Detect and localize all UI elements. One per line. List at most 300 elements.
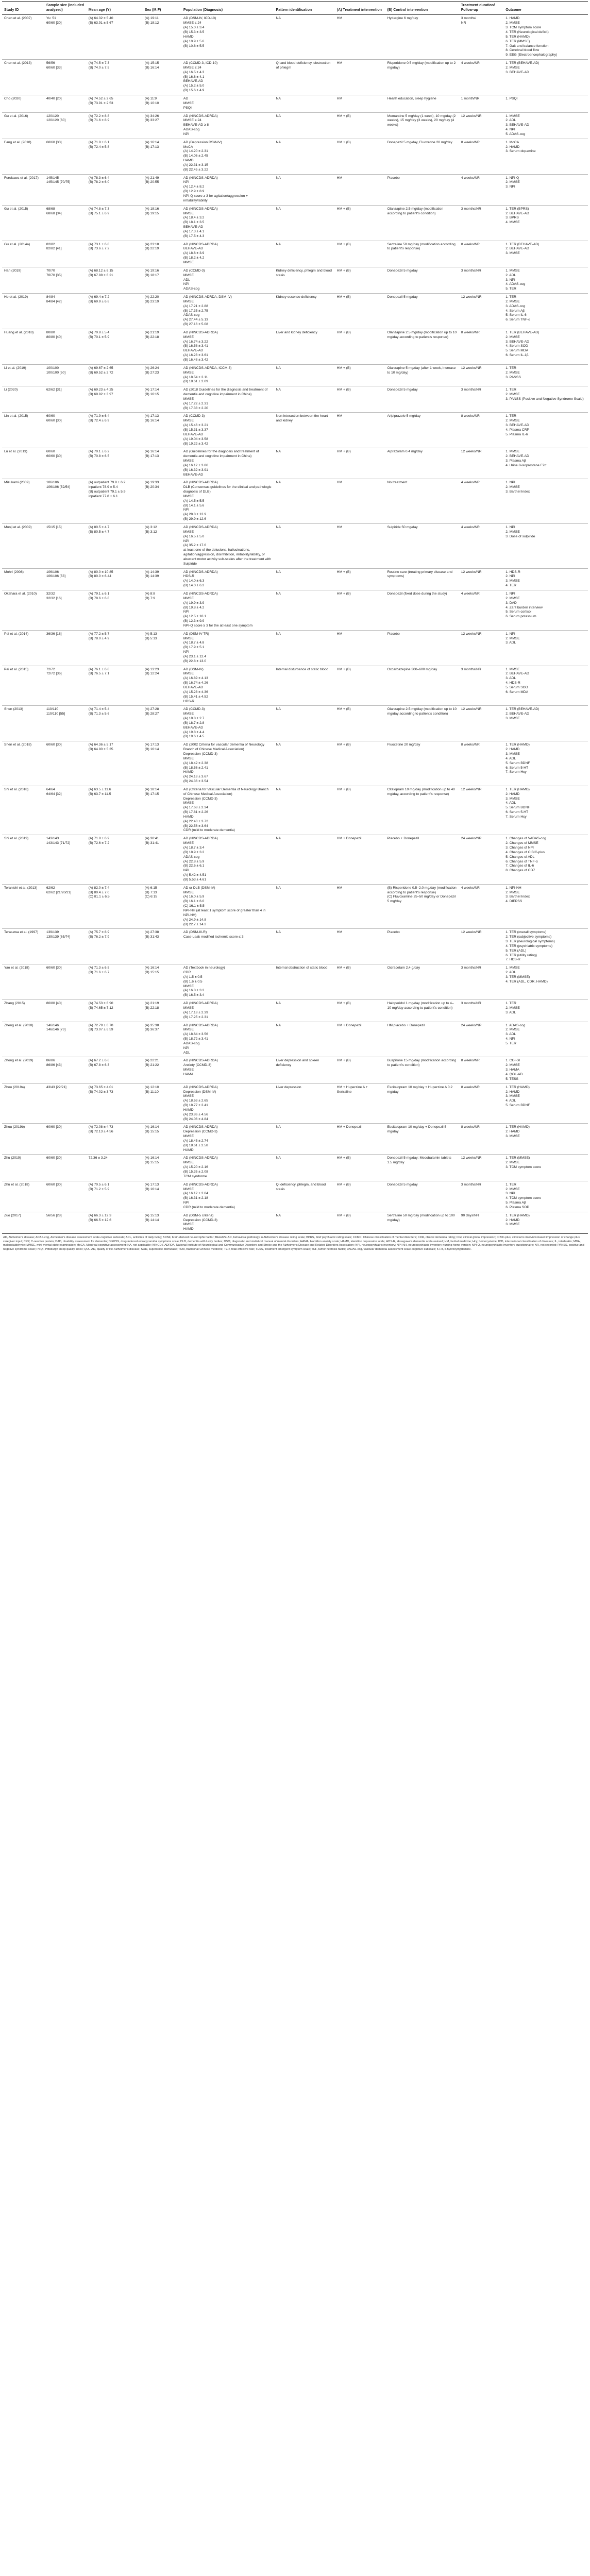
cell-sample-size: 56/56 [28]: [44, 1212, 87, 1233]
cell-pattern-identification: NA: [274, 1124, 335, 1155]
cell-outcome: 1. TER 2. MMSE 3. PANSS: [503, 364, 588, 386]
cell-treatment-duration: 3 months/NR: [459, 267, 503, 293]
table-row: [2, 568, 588, 590]
cell-population-diagnosis: AD (DSM-IV-TR) MMSE (A) 18.7 ± 4.8 (B) 17.9 ± 5.1 NPI (A) 23.1 ± 12.4 (B) 22.8 ± 13.0: [181, 630, 274, 666]
cell-pattern-identification: NA: [274, 139, 335, 174]
cell-treatment-intervention: HM: [335, 174, 385, 205]
column-header-pattern-identification: Pattern identification: [274, 2, 335, 15]
cell-treatment-duration: 4 weeks/NR: [459, 524, 503, 569]
cell-control-intervention: No treatment: [385, 479, 459, 524]
cell-sample-size: 60/60 [30]: [44, 139, 87, 174]
cell-treatment-duration: 3 months/NR: [459, 964, 503, 1000]
cell-outcome: 1. TER (HAMD) 2. HAMD 3. MMSE 4. ADL 5. Serum BDNF: [503, 1083, 588, 1124]
cell-population-diagnosis: AD (Criteria for Vascular Dementia of Neurology Branch of Chinese Medical Association) Depression (CCMD-3) MMSE (A) 17.68 ± 2.34 (B) 17.81 ± 2.26 HAMD (A) 22.43 ± 3.72 (B) 22.56 ± 3.64 CDR (mild to moderate dementia): [181, 786, 274, 835]
cell-sex-ratio: (A) 27:28 (B) 28:27: [143, 706, 181, 741]
cell-study-id: Zhou (2019a): [2, 1083, 44, 1124]
cell-study-id: Huang et al. (2018): [2, 329, 44, 364]
cell-sex-ratio: (A) 17:14 (B) 16:15: [143, 386, 181, 413]
cell-control-intervention: Haloperidol 1 mg/day (modification up to 4–10 mg/day according to patient's condition): [385, 1000, 459, 1022]
cell-treatment-duration: 8 weeks/NR: [459, 329, 503, 364]
cell-outcome: 1. TER 2. MMSE 3. BEHAVE-AD 4. Plasma CRP 5. Plasma IL-6: [503, 413, 588, 448]
cell-study-id: Shen et al. (2018): [2, 741, 44, 786]
cell-treatment-intervention: HM + (B): [335, 1057, 385, 1083]
study-characteristics-table: [2, 1, 588, 1234]
cell-sample-size: 60/60 60/60 [30]: [44, 448, 87, 479]
table-row: [2, 413, 588, 448]
cell-outcome: 1. MoCA 2. HAMD 3. Serum dopamine: [503, 139, 588, 174]
table-row: [2, 1057, 588, 1083]
cell-treatment-intervention: HM + (B): [335, 741, 385, 786]
cell-study-id: Terasawa et al. (1997): [2, 929, 44, 964]
cell-treatment-duration: 12 weeks/NR: [459, 112, 503, 139]
cell-treatment-duration: 24 weeks/NR: [459, 835, 503, 884]
cell-outcome: 1. NPI 2. MMSE 3. Barthel Index: [503, 479, 588, 524]
cell-treatment-intervention: HM + (B): [335, 1181, 385, 1212]
cell-control-intervention: Olanzapine 2.5 mg/day (modification up to 10 mg/day according to patient's response): [385, 329, 459, 364]
cell-population-diagnosis: AD (CCMD-3) MMSE (A) 15.46 ± 3.21 (B) 15.31 ± 3.37 BEHAVE-AD (A) 19.04 ± 3.58 (B) 19.22 ± 3.42: [181, 413, 274, 448]
cell-treatment-intervention: HM + (B): [335, 590, 385, 630]
cell-sample-size: 100/100 100/100 [50]: [44, 364, 87, 386]
cell-sex-ratio: (A) 8:8 (B) 7:9: [143, 590, 181, 630]
cell-sample-size: 60/60 [30]: [44, 1155, 87, 1181]
cell-treatment-duration: 12 weeks/NR: [459, 706, 503, 741]
cell-mean-age: (A) 74.8 ± 7.3 (B) 75.1 ± 6.9: [87, 205, 143, 241]
column-header-population-diagnosis: Population (Diagnosis): [181, 2, 274, 15]
cell-sample-size: 60/60 [30]: [44, 1181, 87, 1212]
cell-outcome: 1. TER (HAMD) 2. HAMD 3. MMSE: [503, 1212, 588, 1233]
cell-sample-size: Yu: 51 60/60 [30]: [44, 15, 87, 60]
cell-pattern-identification: NA: [274, 630, 335, 666]
cell-treatment-duration: 8 weeks/NR: [459, 1057, 503, 1083]
cell-pattern-identification: Liver and kidney deficiency: [274, 329, 335, 364]
table-row: [2, 15, 588, 60]
cell-sex-ratio: (A) 13:23 (B) 12:24: [143, 666, 181, 706]
cell-sex-ratio: (A) 26:24 (B) 27:23: [143, 364, 181, 386]
table-body: [2, 15, 588, 1234]
cell-mean-age: (A) 71.3 ± 6.5 (B) 71.6 ± 6.7: [87, 964, 143, 1000]
cell-outcome: 1. NPI 2. MMSE 3. DAD 4. Zarit burden interview 5. Serum cortisol 6. Serum potassium: [503, 590, 588, 630]
cell-treatment-intervention: HM + Donepezil: [335, 835, 385, 884]
cell-study-id: Zhang (2015): [2, 1000, 44, 1022]
cell-control-intervention: Placebo + Donepezil: [385, 835, 459, 884]
cell-control-intervention: Donepezil (fixed dose during the study): [385, 590, 459, 630]
cell-population-diagnosis: AD (NINCDS-ADRDA) MMSE (A) 16.12 ± 2.04 (B) 16.31 ± 2.18 NPI CDR (mild to moderate dementia): [181, 1181, 274, 1212]
table-row: [2, 524, 588, 569]
cell-pattern-identification: Internal obstruction of static blood: [274, 964, 335, 1000]
cell-control-intervention: Sertraline 50 mg/day (modification according to patient's response): [385, 241, 459, 267]
cell-treatment-duration: 8 weeks/NR: [459, 1083, 503, 1124]
cell-outcome: 1. MMSE 2. ADL 3. TER (MMSE) 4. TER (ADL, CDR, HAMD): [503, 964, 588, 1000]
table-row: [2, 174, 588, 205]
cell-sex-ratio: (A) 16:14 (B) 15:15: [143, 1124, 181, 1155]
cell-sex-ratio: (A) 17:13 (B) 16:14: [143, 741, 181, 786]
table-row: [2, 479, 588, 524]
cell-treatment-intervention: HM: [335, 884, 385, 929]
cell-study-id: Chen et al. (2013): [2, 60, 44, 95]
cell-study-id: Pei et al. (2015): [2, 666, 44, 706]
cell-sex-ratio: (A) 16:14 (B) 15:15: [143, 1155, 181, 1181]
cell-study-id: Zuo (2017): [2, 1212, 44, 1233]
cell-pattern-identification: NA: [274, 205, 335, 241]
cell-treatment-duration: 12 weeks/NR: [459, 448, 503, 479]
table-row: [2, 364, 588, 386]
cell-outcome: 1. TER (BEHAVE-AD) 2. MMSE 3. BEHAVE-AD: [503, 60, 588, 95]
cell-control-intervention: Donepezil 5 mg/day: [385, 1181, 459, 1212]
table-row: [2, 741, 588, 786]
cell-population-diagnosis: AD (DSM-5 criteria) Depression (CCMD-3) MMSE HAMD: [181, 1212, 274, 1233]
cell-control-intervention: Fluoxetine 20 mg/day: [385, 741, 459, 786]
cell-mean-age: (A) 68.12 ± 6.15 (B) 67.88 ± 6.21: [87, 267, 143, 293]
cell-pattern-identification: NA: [274, 479, 335, 524]
cell-treatment-intervention: HM: [335, 630, 385, 666]
cell-control-intervention: Placebo: [385, 929, 459, 964]
cell-sample-size: 146/146 146/146 [73]: [44, 1022, 87, 1057]
cell-treatment-duration: 90 days/NR: [459, 1212, 503, 1233]
cell-outcome: 1. NPI 2. MMSE 3. ADL: [503, 630, 588, 666]
cell-outcome: 1. HAMD 2. MMSE 3. TCM symptom score 4. TER (Neurological deficit) 5. TER (HAMD) 6. TER (MMSE) 7. Gait and balance function 8. Cerebral blood flow 9. EEG (Electroencephalography): [503, 15, 588, 60]
cell-population-diagnosis: AD (NINCDS-ADRDA) MMSE ≤ 24 BEHAVE-AD ≥ 8 ADAS-cog NPI: [181, 112, 274, 139]
cell-mean-age: (A) 72.08 ± 4.73 (B) 72.13 ± 4.56: [87, 1124, 143, 1155]
cell-control-intervention: Aripiprazole 5 mg/day: [385, 413, 459, 448]
cell-study-id: Yao et al. (2018): [2, 964, 44, 1000]
cell-sample-size: 120/120 120/120 [60]: [44, 112, 87, 139]
cell-treatment-duration: 3 months/NR: [459, 666, 503, 706]
cell-mean-age: (A) 69.67 ± 2.65 (B) 69.52 ± 2.72: [87, 364, 143, 386]
cell-sex-ratio: (A) 15:15 (B) 16:14: [143, 60, 181, 95]
cell-population-diagnosis: AD (NINCDS-ADRDA) NPI (A) 12.4 ± 8.2 (B) 12.9 ± 8.9 NPI-Q score ≥ 3 for agitation/aggression + irritability/lability: [181, 174, 274, 205]
cell-population-diagnosis: AD (NINCDS-ADRDA) MMSE (A) 19.9 ± 3.9 (B) 19.8 ± 4.2 NPI (A) 12.5 ± 10.1 (B) 12.3 ± 9.9 NPI-Q score ≥ 3 for the at least one symptom: [181, 590, 274, 630]
table-row: [2, 706, 588, 741]
cell-treatment-duration: 3 months/NR: [459, 1181, 503, 1212]
cell-sample-size: 82/82 82/82 [41]: [44, 241, 87, 267]
cell-study-id: Okahara et al. (2010): [2, 590, 44, 630]
table-row: [2, 929, 588, 964]
cell-pattern-identification: Kidney essence deficiency: [274, 294, 335, 329]
column-header-sample-size: Sample size (included analyzed): [44, 2, 87, 15]
cell-control-intervention: Donepezil 5 mg/day; Mecobalamin tablets 1.5 mg/day: [385, 1155, 459, 1181]
cell-pattern-identification: NA: [274, 1022, 335, 1057]
cell-treatment-intervention: HM + (B): [335, 205, 385, 241]
cell-study-id: Mohri (2008): [2, 568, 44, 590]
cell-population-diagnosis: AD (NINCDS-ADRDA) Depression (CCMD-3) MMSE (A) 18.45 ± 2.74 (B) 18.61 ± 2.58 HAMD: [181, 1124, 274, 1155]
cell-control-intervention: Donepezil 5 mg/day: [385, 386, 459, 413]
cell-pattern-identification: NA: [274, 1000, 335, 1022]
cell-population-diagnosis: AD (NINCDS-ADRDA) Anxiety (CCMD-3) MMSE HAMA: [181, 1057, 274, 1083]
cell-treatment-intervention: HM: [335, 15, 385, 60]
cell-treatment-duration: 12 weeks/NR: [459, 364, 503, 386]
cell-outcome: 1. MMSE 2. BEHAVE-AD 3. Plasma Aβ 4. Urine 8-isoprostane F2α: [503, 448, 588, 479]
cell-treatment-intervention: HM + (B): [335, 241, 385, 267]
cell-treatment-duration: 4 weeks/NR: [459, 884, 503, 929]
cell-pattern-identification: Non-interaction between the heart and kidney: [274, 413, 335, 448]
cell-sex-ratio: (A) 16:14 (B) 15:15: [143, 964, 181, 1000]
cell-study-id: Pei et al. (2014): [2, 630, 44, 666]
cell-pattern-identification: NA: [274, 706, 335, 741]
cell-outcome: 1. TER 2. MMSE 3. ADL: [503, 1000, 588, 1022]
cell-sample-size: 64/64 64/64 [32]: [44, 786, 87, 835]
cell-control-intervention: Escitalopram 10 mg/day + Donepezil 5 mg/day: [385, 1124, 459, 1155]
cell-outcome: 1. TER (BEHAVE-AD) 2. MMSE 3. BEHAVE-AD 4. Serum SOD 5. Serum MDA 6. Serum IL-1β: [503, 329, 588, 364]
column-header-sex-ratio: Sex (M:F): [143, 2, 181, 15]
cell-treatment-intervention: HM + (B): [335, 964, 385, 1000]
cell-sample-size: 106/106 106/106 [53]: [44, 568, 87, 590]
cell-sample-size: 43/43 [22/21]: [44, 1083, 87, 1124]
cell-sample-size: 106/106 106/106 [52/54]: [44, 479, 87, 524]
cell-mean-age: (A) 74.53 ± 6.90 (B) 74.65 ± 7.12: [87, 1000, 143, 1022]
cell-treatment-intervention: HM: [335, 95, 385, 112]
cell-control-intervention: Risperidone 0.5 mg/day (modification up to 2 mg/day): [385, 60, 459, 95]
cell-sex-ratio: (A) 19:33 (B) 20:34: [143, 479, 181, 524]
cell-control-intervention: Oxcarbazepine 300–600 mg/day: [385, 666, 459, 706]
cell-mean-age: (A) 79.1 ± 6.1 (B) 78.6 ± 6.8: [87, 590, 143, 630]
cell-mean-age: (A) 80.5 ± 4.7 (B) 80.5 ± 4.7: [87, 524, 143, 569]
cell-pattern-identification: Kidney deficiency, phlegm and blood stasis: [274, 267, 335, 293]
cell-treatment-intervention: HM + (B): [335, 1212, 385, 1233]
cell-sample-size: 139/139 139/139 [65/74]: [44, 929, 87, 964]
table-row: [2, 1000, 588, 1022]
table-row: [2, 630, 588, 666]
cell-treatment-intervention: HM + (B): [335, 267, 385, 293]
cell-mean-age: (A) 71.9 ± 6.4 (B) 72.4 ± 6.9: [87, 413, 143, 448]
table-row: [2, 1083, 588, 1124]
cell-treatment-intervention: HM: [335, 929, 385, 964]
cell-sample-size: 84/84 84/84 [42]: [44, 294, 87, 329]
cell-outcome: 1. NPI-NH 2. MMSE 3. Barthel Index 4. DIEPSS: [503, 884, 588, 929]
cell-pattern-identification: Liver depression: [274, 1083, 335, 1124]
cell-treatment-intervention: HM: [335, 479, 385, 524]
cell-mean-age: (A) 80.0 ± 10.85 (B) 80.0 ± 6.44: [87, 568, 143, 590]
cell-sex-ratio: (A) 14:39 (B) 14:39: [143, 568, 181, 590]
cell-population-diagnosis: AD (CCMD-3) MMSE ADL NPI ADAS-cog: [181, 267, 274, 293]
table-row: [2, 1124, 588, 1155]
cell-sample-size: 72/72 72/72 [36]: [44, 666, 87, 706]
cell-treatment-duration: 1 month/NR: [459, 95, 503, 112]
cell-treatment-duration: 8 weeks/NR: [459, 413, 503, 448]
cell-control-intervention: Placebo: [385, 174, 459, 205]
cell-population-diagnosis: AD (2018 Guidelines for the diagnosis and treatment of dementia and cognitive impairment in China) MMSE (A) 17.22 ± 2.31 (B) 17.38 ± 2.20: [181, 386, 274, 413]
cell-mean-age: (A) 69.23 ± 4.25 (B) 69.82 ± 3.97: [87, 386, 143, 413]
cell-mean-age: (A) 77.2 ± 5.7 (B) 78.0 ± 4.9: [87, 630, 143, 666]
cell-control-intervention: Oxiracetam 2.4 g/day: [385, 964, 459, 1000]
cell-treatment-intervention: HM + (B): [335, 329, 385, 364]
cell-study-id: Lu et al. (2013): [2, 448, 44, 479]
cell-mean-age: (A) 67.2 ± 6.6 (B) 67.8 ± 6.3: [87, 1057, 143, 1083]
cell-sex-ratio: (A) 27:38 (B) 31:43: [143, 929, 181, 964]
cell-treatment-duration: 4 weeks/NR: [459, 174, 503, 205]
cell-sample-size: 60/60 [30]: [44, 1124, 87, 1155]
cell-outcome: 1. PSQI: [503, 95, 588, 112]
cell-population-diagnosis: AD (NINCDS-ADRDA, DSM-IV) MMSE (A) 17.21 ± 2.88 (B) 17.35 ± 2.75 ADAS-cog (A) 27.44 ± 5.13 (B) 27.16 ± 5.08: [181, 294, 274, 329]
cell-population-diagnosis: AD (NINCDS-ADRDA) MMSE (A) 17.18 ± 2.39 (B) 17.25 ± 2.31: [181, 1000, 274, 1022]
cell-study-id: Gu et al. (2016): [2, 112, 44, 139]
cell-sample-size: 110/110 110/110 [55]: [44, 706, 87, 741]
cell-treatment-intervention: HM + (B): [335, 386, 385, 413]
cell-treatment-duration: 4 weeks/NR: [459, 590, 503, 630]
cell-study-id: Furukawa et al. (2017): [2, 174, 44, 205]
cell-sex-ratio: (A) 3:12 (B) 3:12: [143, 524, 181, 569]
cell-population-diagnosis: AD (Guidelines for the diagnosis and treatment of dementia and cognitive impairment in China) MMSE (A) 16.12 ± 3.86 (B) 16.32 ± 3.91 BEHAVE-AD: [181, 448, 274, 479]
cell-mean-age: (A) 76.1 ± 6.8 (B) 76.5 ± 7.1: [87, 666, 143, 706]
cell-study-id: Zhu (2019): [2, 1155, 44, 1181]
cell-sample-size: 15/15 [15]: [44, 524, 87, 569]
cell-sex-ratio: (A) 30:41 (B) 31:41: [143, 835, 181, 884]
cell-outcome: 1. Changes of VADAS-cog 2. Changes of MMSE 3. Changes of NPI 4. Changes of CIBIC-plus 5. Changes of ADL 6. Changes of TNF-α 7. Changes of IL-6 8. Changes of CD7: [503, 835, 588, 884]
cell-outcome: 1. TER 2. MMSE 3. PANSS (Positive and Negative Syndrome Scale): [503, 386, 588, 413]
cell-sample-size: 60/60 [30]: [44, 741, 87, 786]
cell-treatment-intervention: HM: [335, 60, 385, 95]
cell-treatment-duration: 12 weeks/NR: [459, 630, 503, 666]
cell-pattern-identification: Qi deficiency, phlegm, and blood stasis: [274, 1181, 335, 1212]
cell-pattern-identification: NA: [274, 568, 335, 590]
cell-sex-ratio: (A) 23:18 (B) 22:19: [143, 241, 181, 267]
cell-pattern-identification: Liver depression and spleen deficiency: [274, 1057, 335, 1083]
cell-sample-size: 36/36 [18]: [44, 630, 87, 666]
table-row: [2, 267, 588, 293]
cell-pattern-identification: NA: [274, 448, 335, 479]
cell-sample-size: 143/143 143/143 [71/72]: [44, 835, 87, 884]
cell-control-intervention: Donepezil 5 mg/day: [385, 294, 459, 329]
cell-control-intervention: Memantine 5 mg/day (1 week), 10 mg/day (2 weeks), 15 mg/day (3 weeks), 20 mg/day (4 weeks): [385, 112, 459, 139]
cell-sex-ratio: (A) 5:13 (B) 5:13: [143, 630, 181, 666]
cell-outcome: 1. NPI 2. MMSE 3. Dose of sulpiride: [503, 524, 588, 569]
cell-outcome: 1. TER 2. MMSE 3. NPI 4. TCM symptom score 5. Plasma Aβ 6. Plasma SOD: [503, 1181, 588, 1212]
cell-control-intervention: Health education, sleep hygiene: [385, 95, 459, 112]
cell-mean-age: (A) 70.8 ± 5.4 (B) 70.1 ± 5.9: [87, 329, 143, 364]
table-row: [2, 1181, 588, 1212]
cell-mean-age: (A) 71.8 ± 6.1 (B) 72.4 ± 5.8: [87, 139, 143, 174]
cell-treatment-duration: 3 months/NR: [459, 205, 503, 241]
cell-population-diagnosis: AD or DLB (DSM-IV) MMSE (A) 16.0 ± 5.9 (B) 16.1 ± 6.0 (C) 16.1 ± 5.5 NPI-NH (at least 1 symptom score of greater than 4 in NPI-NH) (A) 24.9 ± 14.8 (B) 22.7 ± 14.2: [181, 884, 274, 929]
column-header-treatment-intervention: (A) Treatment intervention: [335, 2, 385, 15]
cell-population-diagnosis: AD (CCMD-3, ICD-10) MMSE ≤ 24 (A) 16.5 ± 4.3 (B) 16.8 ± 4.1 BEHAVE-AD (A) 15.2 ± 5.0 (B) 15.6 ± 4.9: [181, 60, 274, 95]
cell-control-intervention: Escitalopram 10 mg/day + Huperzine A 0.2 mg/day: [385, 1083, 459, 1124]
cell-treatment-duration: 8 weeks/NR: [459, 241, 503, 267]
cell-mean-age: (A) 72.2 ± 8.8 (B) 71.6 ± 8.9: [87, 112, 143, 139]
cell-study-id: Zhou (2019b): [2, 1124, 44, 1155]
cell-mean-age: (A) outpatient 79.9 ± 6.2 inpatient 78.9 ± 5.4 (B) outpatient 79.1 ± 5.9 inpatient 77.8 ± 6.1: [87, 479, 143, 524]
cell-mean-age: (A) 63.5 ± 11.6 (B) 63.7 ± 11.5: [87, 786, 143, 835]
cell-outcome: 1. MMSE 2. ADL 3. NPI 4. ADAS-cog 5. TER: [503, 267, 588, 293]
cell-sample-size: 86/86 86/86 [43]: [44, 1057, 87, 1083]
cell-study-id: Fang et al. (2018): [2, 139, 44, 174]
cell-study-id: Zheng et al. (2018): [2, 1022, 44, 1057]
cell-treatment-duration: 8 weeks/NR: [459, 139, 503, 174]
cell-outcome: 1. TER 2. MMSE 3. ADAS-cog 4. Serum Aβ 5. Serum IL-6 6. Serum TNF-α: [503, 294, 588, 329]
cell-outcome: 1. TER (BPRS) 2. BEHAVE-AD 3. BPRS 4. MMSE: [503, 205, 588, 241]
cell-treatment-intervention: HM + (B): [335, 112, 385, 139]
cell-mean-age: (A) 71.4 ± 5.4 (B) 71.3 ± 5.6: [87, 706, 143, 741]
cell-sample-size: 80/80 80/80 [40]: [44, 329, 87, 364]
cell-mean-age: (A) 73.65 ± 4.01 (B) 74.02 ± 3.73: [87, 1083, 143, 1124]
cell-treatment-duration: 3 months/NR: [459, 386, 503, 413]
column-header-study-id: Study ID: [2, 2, 44, 15]
cell-sex-ratio: (A) 16:14 (B) 17:13: [143, 448, 181, 479]
cell-sex-ratio: (A) 21:19 (B) 22:18: [143, 1000, 181, 1022]
cell-sample-size: 70/70 70/70 [35]: [44, 267, 87, 293]
cell-sex-ratio: (A) 19:16 (B) 18:17: [143, 267, 181, 293]
cell-pattern-identification: Qi and blood deficiency, obstruction of phlegm: [274, 60, 335, 95]
cell-treatment-duration: 12 weeks/NR: [459, 294, 503, 329]
cell-pattern-identification: NA: [274, 1155, 335, 1181]
cell-sample-size: 68/68 68/68 [34]: [44, 205, 87, 241]
cell-sex-ratio: (A) 21:19 (B) 22:18: [143, 329, 181, 364]
cell-mean-age: (A) 64.32 ± 5.40 (B) 63.91 ± 5.67: [87, 15, 143, 60]
cell-mean-age: (A) 72.79 ± 6.70 (B) 73.07 ± 6.59: [87, 1022, 143, 1057]
cell-sample-size: 145/145 145/145 [70/75]: [44, 174, 87, 205]
cell-mean-age: (A) 74.5 ± 7.3 (B) 74.0 ± 7.5: [87, 60, 143, 95]
cell-population-diagnosis: AD (DSM-III-R) Case-Leak modified ischemic score ≤ 3: [181, 929, 274, 964]
cell-sex-ratio: (A) 22:21 (B) 21:22: [143, 1057, 181, 1083]
cell-treatment-duration: 4 weeks/NR: [459, 60, 503, 95]
cell-study-id: Han (2019): [2, 267, 44, 293]
cell-mean-age: (A) 66.3 ± 12.3 (B) 66.5 ± 12.6: [87, 1212, 143, 1233]
table-row: [2, 95, 588, 112]
cell-population-diagnosis: AD (NINCDS-ADRDA) MMSE (A) 18.64 ± 3.56 (B) 18.72 ± 3.41 ADAS-cog NPI ADL: [181, 1022, 274, 1057]
cell-sample-size: 60/60 60/60 [30]: [44, 413, 87, 448]
cell-pattern-identification: NA: [274, 174, 335, 205]
cell-treatment-intervention: HM + (B): [335, 294, 385, 329]
cell-outcome: 1. HDS-R 2. NPI 3. MMSE 4. TER: [503, 568, 588, 590]
cell-pattern-identification: NA: [274, 241, 335, 267]
cell-study-id: Li (2020): [2, 386, 44, 413]
table-row: [2, 964, 588, 1000]
cell-population-diagnosis: AD MMSE PSQI: [181, 95, 274, 112]
cell-treatment-intervention: HM + Donepezil: [335, 1124, 385, 1155]
cell-study-id: Zhong et al. (2019): [2, 1057, 44, 1083]
cell-treatment-duration: 12 weeks/NR: [459, 786, 503, 835]
cell-sex-ratio: (A) 18:14 (B) 17:15: [143, 786, 181, 835]
cell-treatment-intervention: HM + Donepezil: [335, 1022, 385, 1057]
cell-outcome: 1. TER (BEHAVE-AD) 2. BEHAVE-AD 3. MMSE: [503, 706, 588, 741]
cell-study-id: Cho (2020): [2, 95, 44, 112]
cell-population-diagnosis: AD (NINCDS-ADRDA) MMSE (A) 18.7 ± 3.4 (B) 18.9 ± 3.2 ADAS-cog (A) 22.8 ± 5.9 (B) 22.6 ± 6.1 NPI (A) 5.42 ± 4.51 (B) 5.53 ± 4.61: [181, 835, 274, 884]
cell-pattern-identification: NA: [274, 1212, 335, 1233]
table-row: [2, 835, 588, 884]
cell-pattern-identification: NA: [274, 386, 335, 413]
cell-sex-ratio: (A) 16:14 (B) 17:13: [143, 139, 181, 174]
cell-treatment-intervention: HM + (B): [335, 706, 385, 741]
cell-outcome: 1. TER (BEHAVE-AD) 2. BEHAVE-AD 3. MMSE: [503, 241, 588, 267]
cell-study-id: Zhu et al. (2018): [2, 1181, 44, 1212]
table-row: [2, 294, 588, 329]
cell-study-id: Shi et al. (2019): [2, 835, 44, 884]
table-row: [2, 786, 588, 835]
cell-population-diagnosis: AD (NINCDS-ADRDA) MMSE (A) 18.4 ± 3.2 (B) 18.1 ± 3.5 BEHAVE-AD (A) 17.3 ± 4.1 (B) 17.5 ± 4.3: [181, 205, 274, 241]
cell-sample-size: 56/56 60/60 [33]: [44, 60, 87, 95]
cell-outcome: 1. NPI-Q 2. MMSE 3. NPI: [503, 174, 588, 205]
cell-pattern-identification: NA: [274, 524, 335, 569]
cell-sex-ratio: (A) 22:20 (B) 23:19: [143, 294, 181, 329]
cell-pattern-identification: NA: [274, 835, 335, 884]
cell-treatment-duration: 3 months/NR: [459, 1000, 503, 1022]
cell-control-intervention: Donepezil 5 mg/day, Fluoxetine 20 mg/day: [385, 139, 459, 174]
cell-control-intervention: Sulpiride 50 mg/day: [385, 524, 459, 569]
column-header-outcome: Outcome: [503, 2, 588, 15]
cell-pattern-identification: NA: [274, 786, 335, 835]
cell-population-diagnosis: AD (NINCDS-ADRDA, ICCM-3) MMSE (A) 18.54 ± 2.11 (B) 18.61 ± 2.09: [181, 364, 274, 386]
cell-sample-size: 32/32 32/32 [16]: [44, 590, 87, 630]
cell-treatment-duration: 4 weeks/NR: [459, 479, 503, 524]
cell-mean-age: (A) 64.36 ± 5.17 (B) 64.80 ± 5.35: [87, 741, 143, 786]
cell-mean-age: (A) 82.0 ± 7.4 (B) 80.4 ± 7.0 (C) 81.1 ± 6.5: [87, 884, 143, 929]
cell-treatment-intervention: HM + Huperzine A + Sertraline: [335, 1083, 385, 1124]
cell-population-diagnosis: AD (NINCDS-ADRDA) BEHAVE-AD (A) 18.6 ± 3.9 (B) 18.2 ± 4.2 MMSE: [181, 241, 274, 267]
cell-treatment-duration: 3 months/ NR: [459, 15, 503, 60]
cell-sample-size: 80/80 [40]: [44, 1000, 87, 1022]
cell-control-intervention: Donepezil 5 mg/day: [385, 267, 459, 293]
cell-pattern-identification: NA: [274, 15, 335, 60]
cell-population-diagnosis: AD (NINCDS-ADRDA) DLB (Consensus guidelines for the clinical and pathologic diagnosis of DLB) MMSE (A) 14.5 ± 5.5 (B) 14.1 ± 5.6 NPI (A) 28.8 ± 12.9 (B) 29.9 ± 12.6: [181, 479, 274, 524]
